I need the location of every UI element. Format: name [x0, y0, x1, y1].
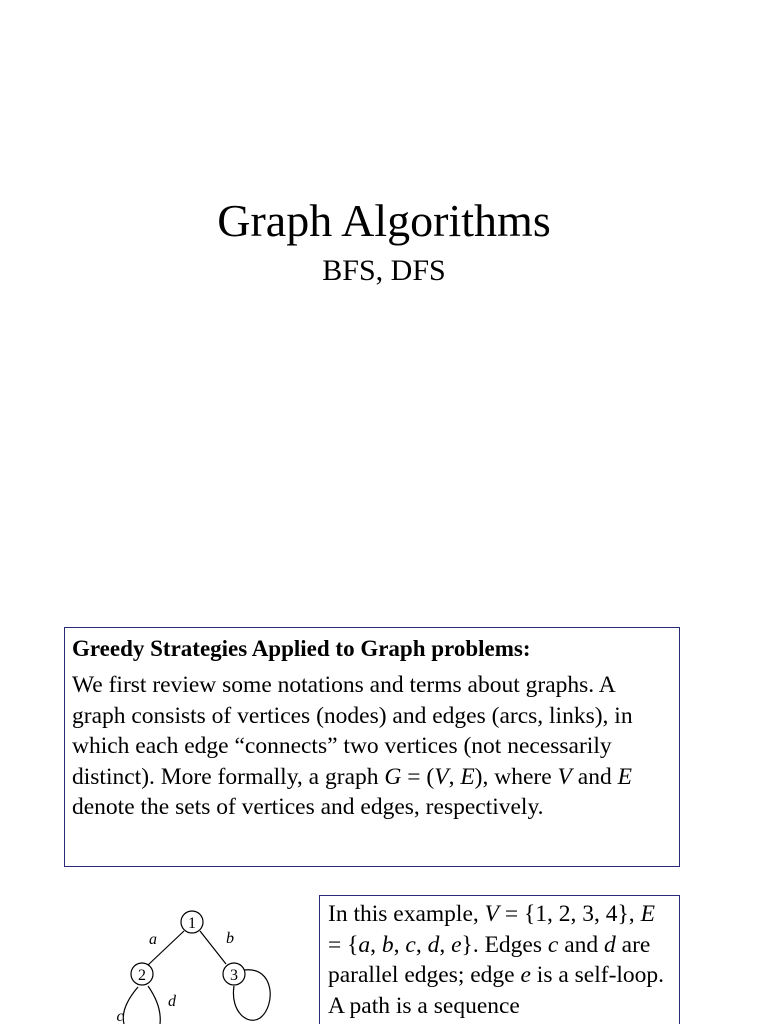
page-subtitle: BFS, DFS [322, 254, 446, 287]
vertex-3 [223, 963, 245, 985]
graph-diagram [100, 896, 300, 1024]
edge-d-line [148, 986, 160, 1024]
edge-c-line [123, 987, 138, 1024]
vertex-2-label: 2 [138, 967, 146, 984]
vertex-2 [131, 963, 153, 985]
edge-label-d: d [168, 993, 176, 1010]
greedy-box-heading: Greedy Strategies Applied to Graph problems: [72, 636, 531, 661]
edge-label-b: b [226, 930, 234, 947]
edge-label-c: c [116, 1008, 124, 1024]
vertex-3-label: 3 [230, 967, 238, 984]
greedy-box-body: We first review some notations and terms about graphs. A graph consists of vertices (nodes) and edges (arcs, links), in which each edge “connects” two vertices (not necessarily distinct). More formally, a graph G = (V, E), where V and E denote the sets of vertices and edges, respectively. [72, 672, 633, 820]
edge-b-line [200, 931, 226, 964]
example-box [319, 895, 680, 1024]
edge-label-a: a [149, 931, 157, 948]
vertex-1 [181, 911, 203, 933]
page-title: Graph Algorithms [217, 195, 551, 246]
graph-figure [100, 896, 300, 1024]
greedy-strategies-box [64, 627, 680, 867]
example-box-body: In this example, V = {1, 2, 3, 4}, E = {a, b, c, d, e}. Edges c and d are parallel edges; edge e is a self-loop. A path is a sequence [328, 901, 665, 1019]
vertex-1-label: 1 [188, 915, 196, 932]
